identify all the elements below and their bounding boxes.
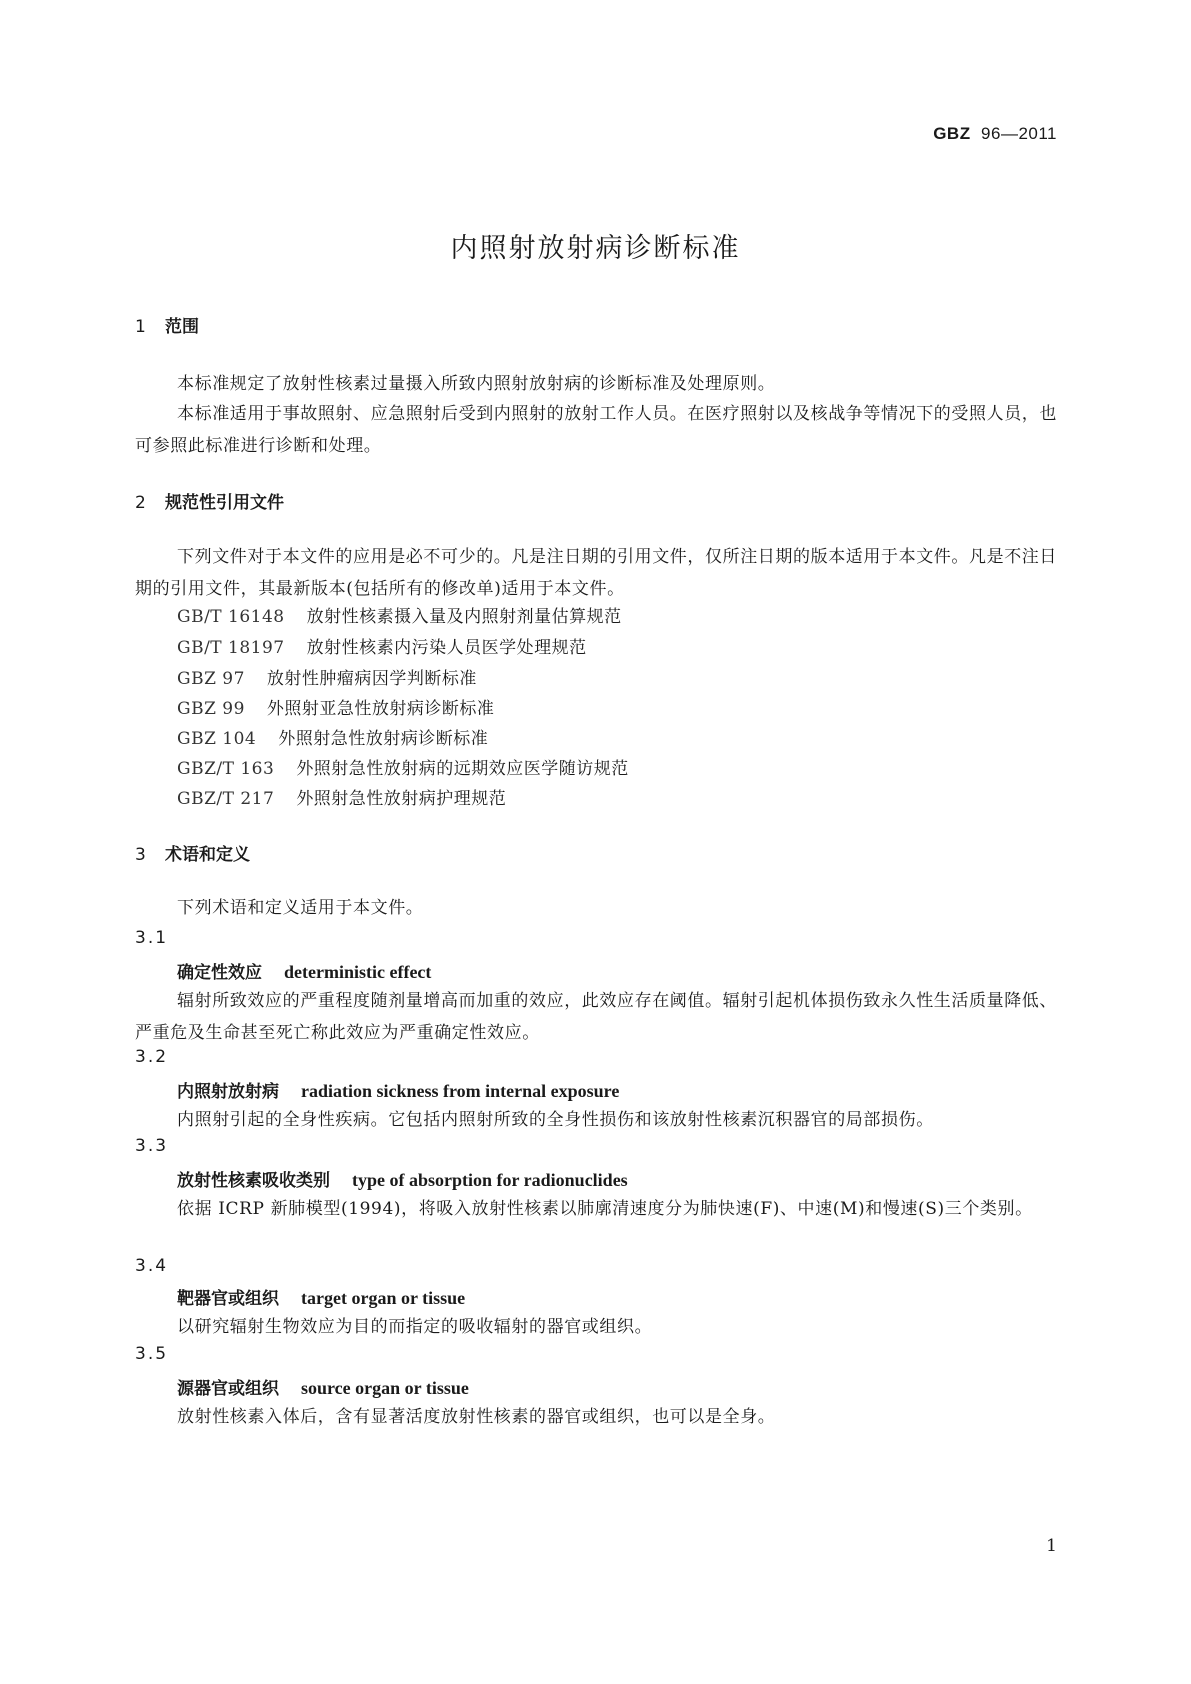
term-definition: 放射性核素入体后，含有显著活度放射性核素的器官或组织，也可以是全身。 <box>177 1407 776 1427</box>
term-number: 3.5 <box>135 1344 169 1364</box>
term-heading: 内照射放射病 radiation sickness from internal exposure <box>177 1081 620 1102</box>
term-definition: 内照射引起的全身性疾病。它包括内照射所致的全身性损伤和该放射性核素沉积器官的局部损伤。 <box>177 1110 934 1130</box>
term-number: 3.2 <box>135 1047 169 1067</box>
section-1-paragraph-1: 本标准规定了放射性核素过量摄入所致内照射放射病的诊断标准及处理原则。 <box>177 374 776 394</box>
term-number: 3.1 <box>135 928 169 948</box>
section-3-paragraph-1: 下列术语和定义适用于本文件。 <box>177 898 424 918</box>
section-3-heading: 3 术语和定义 <box>135 845 250 865</box>
term-number: 3.3 <box>135 1136 169 1156</box>
normative-reference: GBZ 97 放射性肿瘤病因学判断标准 <box>177 669 477 689</box>
term-number: 3.4 <box>135 1256 169 1276</box>
normative-reference: GBZ/T 163 外照射急性放射病的远期效应医学随访规范 <box>177 759 629 779</box>
term-definition: 依据 ICRP 新肺模型(1994)，将吸入放射性核素以肺廓清速度分为肺快速(F)、中速(M)和慢速(S)三个类别。 <box>177 1199 1033 1219</box>
normative-reference: GB/T 18197 放射性核素内污染人员医学处理规范 <box>177 638 587 658</box>
section-2-heading: 2 规范性引用文件 <box>135 493 284 513</box>
page-number: 1 <box>1046 1536 1057 1556</box>
term-heading: 确定性效应 deterministic effect <box>177 962 432 983</box>
term-heading: 靶器官或组织 target organ or tissue <box>177 1288 466 1309</box>
section-1-paragraph-2: 本标准适用于事故照射、应急照射后受到内照射的放射工作人员。在医疗照射以及核战争等情况下的受照人员，也可参照此标准进行诊断和处理。 <box>135 404 1057 456</box>
section-2-paragraph-1: 下列文件对于本文件的应用是必不可少的。凡是注日期的引用文件，仅所注日期的版本适用于本文件。凡是不注日期的引用文件，其最新版本(包括所有的修改单)适用于本文件。 <box>135 547 1057 599</box>
normative-reference: GBZ 99 外照射亚急性放射病诊断标准 <box>177 699 495 719</box>
document-title: 内照射放射病诊断标准 <box>450 233 741 264</box>
term-definition: 辐射所致效应的严重程度随剂量增高而加重的效应，此效应存在阈值。辐射引起机体损伤致永久性生活质量降低、严重危及生命甚至死亡称此效应为严重确定性效应。 <box>135 991 1057 1043</box>
standard-number: GBZ 96—2011 <box>933 124 1057 143</box>
term-heading: 源器官或组织 source organ or tissue <box>177 1378 469 1399</box>
term-heading: 放射性核素吸收类别 type of absorption for radionuclides <box>177 1170 628 1191</box>
normative-reference: GBZ 104 外照射急性放射病诊断标准 <box>177 729 489 749</box>
term-definition: 以研究辐射生物效应为目的而指定的吸收辐射的器官或组织。 <box>177 1317 653 1337</box>
normative-reference: GB/T 16148 放射性核素摄入量及内照射剂量估算规范 <box>177 607 622 627</box>
section-1-heading: 1 范围 <box>135 317 199 337</box>
normative-reference: GBZ/T 217 外照射急性放射病护理规范 <box>177 789 507 809</box>
